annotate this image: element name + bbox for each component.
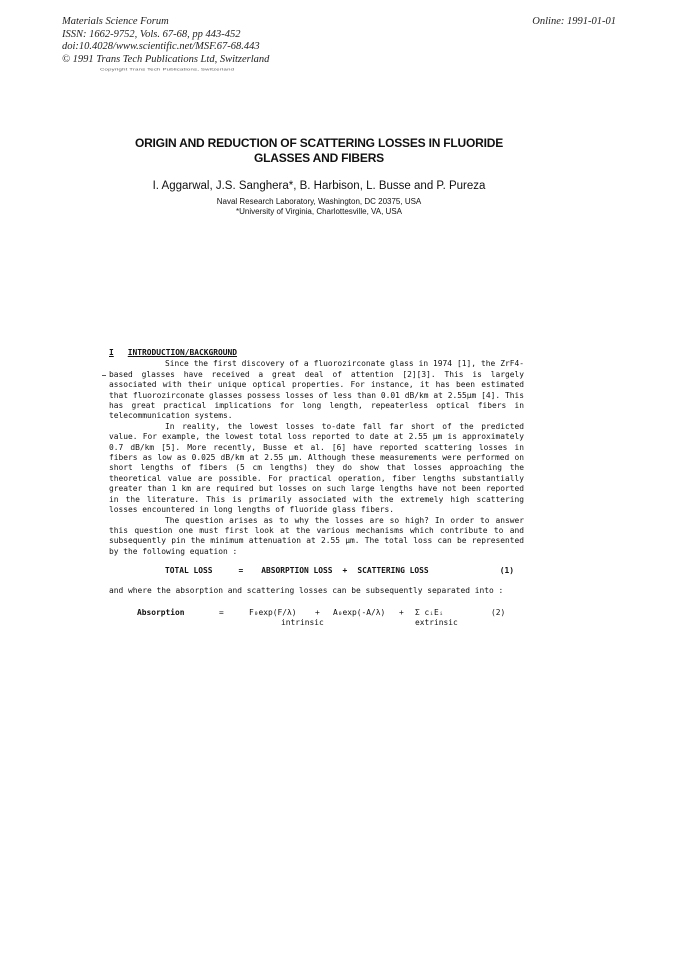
margin-mark <box>102 375 106 376</box>
faint-copyright-stamp: Copyright Trans Tech Publications, Switzerland <box>100 68 235 72</box>
paragraph-3: The question arises as to why the losses are so high? In order to answer this question one must first look at the various mechanisms which contribute to and subsequently pin the minimum attenuation at 2.55 μm. The total loss can be represented by the following equation : <box>109 515 524 556</box>
title-line-1: ORIGIN AND REDUCTION OF SCATTERING LOSSES IN FLUORIDE <box>134 136 504 150</box>
affiliation-2: *University of Virginia, Charlottesville, VA, USA <box>236 207 402 216</box>
eq1-lhs: TOTAL LOSS <box>165 566 213 576</box>
paragraph-1: Since the first discovery of a fluorozirconate glass in 1974 [1], the ZrF4-based glasses have received a great deal of attention [2][3]. This is largely associated with their unique optical properties. For instance, it has been estimated that fluorozirconate glasses possess losses of less than 0.01 dB/km at 2.55μm [4]. This has great practical implications for long length, repeaterless optical fibers in telecommunication systems. <box>109 359 524 421</box>
eq2-term-1: F₀exp(F/λ) <box>249 607 297 617</box>
issn-line: ISSN: 1662-9752, Vols. 67-68, pp 443-452 <box>62 28 241 40</box>
equation-2 <box>109 608 524 638</box>
eq2-plus-2: + <box>399 607 404 617</box>
eq1-term-absorption: ABSORPTION LOSS <box>261 566 333 576</box>
eq2-equals: = <box>219 607 224 617</box>
eq2-label-intrinsic: intrinsic <box>281 617 324 627</box>
eq1-plus: + <box>342 566 348 576</box>
eq1-term-scattering: SCATTERING LOSS <box>357 566 429 576</box>
body-text <box>109 348 524 638</box>
eq1-number: (1) <box>499 566 514 576</box>
eq1-equals: = <box>238 566 244 576</box>
paragraph-4: and where the absorption and scattering losses can be subsequently separated into : <box>109 585 504 595</box>
eq2-lhs: Absorption <box>137 607 185 617</box>
eq2-term-2: A₀exp(-A/λ) <box>333 607 386 617</box>
paper-title <box>100 136 538 166</box>
section-heading <box>109 348 524 358</box>
title-line-2: GLASSES AND FIBERS <box>254 151 384 165</box>
affiliations <box>100 197 538 217</box>
eq2-label-extrinsic: extrinsic <box>415 617 458 627</box>
copyright-line: © 1991 Trans Tech Publications Ltd, Switzerland <box>62 53 270 65</box>
paragraph-2: In reality, the lowest losses to-date fall far short of the predicted value. For example, the lowest total loss reported to date at 2.55 μm is approximately 0.7 dB/km [5]. More recently, Busse et al. [6] have reported scattering losses in fibers as low as 0.025 dB/km at 2.55 μm. Although these measurements were performed on short lengths of fibers (5 cm lengths) they do show that losses approaching the theoretical value are possible. For practical operation, fiber lengths substantially greater than 1 km are required but losses on such large lengths have not been reported in the literature. This is primarily associated with the extremely high scattering losses encountered in long lengths of fluoride glass fibers. <box>109 421 524 515</box>
eq2-plus-1: + <box>315 607 320 617</box>
equation-1 <box>109 566 524 576</box>
affiliation-1: Naval Research Laboratory, Washington, DC 20375, USA <box>216 197 422 206</box>
online-date: Online: 1991-01-01 <box>532 16 616 27</box>
section-number: I <box>109 348 114 357</box>
author-list: I. Aggarwal, J.S. Sanghera*, B. Harbison, L. Busse and P. Pureza <box>152 180 486 192</box>
journal-header <box>62 16 269 66</box>
eq2-term-3: Σ cᵢEᵢ <box>415 607 444 617</box>
journal-name: Materials Science Forum <box>62 16 169 27</box>
doi-line[interactable]: doi:10.4028/www.scientific.net/MSF.67-68.443 <box>62 41 260 52</box>
section-title: INTRODUCTION/BACKGROUND <box>127 348 238 357</box>
eq2-number: (2) <box>491 607 506 617</box>
